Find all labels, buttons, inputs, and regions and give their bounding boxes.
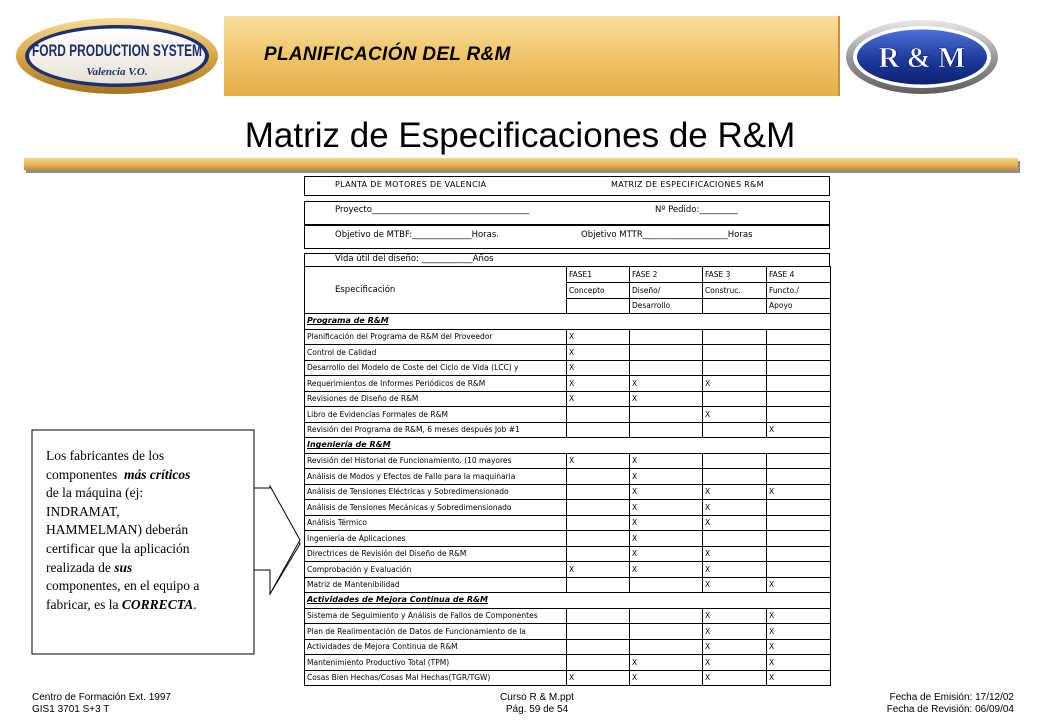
spec-column-label: Especificación: [305, 283, 567, 299]
phase-mark-3: [703, 469, 767, 485]
note-text: [46, 447, 242, 614]
table-row: [305, 407, 831, 423]
phase-name-1: Concepto: [567, 283, 630, 299]
phase-mark-2: X: [630, 469, 703, 485]
header-banner: [224, 16, 840, 96]
phase-mark-4: [767, 469, 831, 485]
spec-item-name: Comprobación y Evaluación: [305, 562, 567, 578]
phase-mark-2: X: [630, 484, 703, 500]
title-underline-bar: [24, 158, 1018, 170]
table-row: [305, 500, 831, 516]
footer-file-name: Curso R & M.ppt: [500, 692, 574, 703]
phase-mark-4: [767, 391, 831, 407]
phase-subname-3: [703, 298, 767, 314]
phase-mark-4: X: [767, 422, 831, 438]
note-emphasis: más críticos: [123, 466, 191, 482]
footer-revision-date: Fecha de Revisión: 06/09/04: [886, 704, 1014, 715]
footer-issue-date: Fecha de Emisión: 17/12/02: [889, 692, 1014, 703]
phase-mark-1: [567, 500, 630, 516]
phase-mark-3: X: [703, 500, 767, 516]
plant-name: PLANTA DE MOTORES DE VALENCIA: [335, 180, 487, 189]
note-emphasis: CORRECTA: [121, 596, 194, 612]
spec-header-cell: [305, 267, 567, 283]
phase-subname-1: [567, 298, 630, 314]
ford-logo-text: FORD PRODUCTION SYSTEM: [32, 41, 202, 60]
table-row: [305, 531, 831, 547]
phase-mark-1: [567, 546, 630, 562]
note-line: certificar que la aplicación: [46, 540, 190, 556]
spec-item-name: Control de Calidad: [305, 345, 567, 361]
phase-mark-3: X: [703, 655, 767, 671]
phase-mark-4: X: [767, 608, 831, 624]
phase-mark-2: [630, 639, 703, 655]
spec-item-name: Mantenimiento Productivo Total (TPM): [305, 655, 567, 671]
table-row: [305, 670, 831, 686]
phase-mark-1: [567, 639, 630, 655]
phase-mark-2: X: [630, 531, 703, 547]
note-line: Los fabricantes de los: [46, 448, 165, 463]
spec-item-name: Análisis de Tensiones Mecánicas y Sobredimensionado: [305, 500, 567, 516]
phase-mark-3: [703, 453, 767, 469]
phase-mark-4: X: [767, 624, 831, 640]
phase-mark-1: X: [567, 453, 630, 469]
spec-item-name: Cosas Bien Hechas/Cosas Mal Hechas(TGR/TGW): [305, 670, 567, 686]
phase-name-row-2: [305, 298, 831, 314]
spec-item-name: Directrices de Revisión del Diseño de R&M: [305, 546, 567, 562]
footer-right: [887, 692, 1014, 716]
banner-title: PLANIFICACIÓN DEL R&M: [264, 44, 511, 65]
phase-mark-3: [703, 422, 767, 438]
phase-mark-2: X: [630, 500, 703, 516]
phase-mark-2: [630, 608, 703, 624]
phase-mark-1: [567, 422, 630, 438]
table-row: [305, 484, 831, 500]
phase-mark-1: [567, 484, 630, 500]
phase-mark-1: [567, 407, 630, 423]
phase-mark-4: [767, 376, 831, 392]
project-box: [304, 201, 830, 225]
spec-item-name: Requerimientos de Informes Periódicos de R&M: [305, 376, 567, 392]
phase-mark-3: X: [703, 407, 767, 423]
phase-mark-4: [767, 500, 831, 516]
phase-mark-3: X: [703, 608, 767, 624]
spec-item-name: Análisis de Modos y Efectos de Fallo para la maquinaria: [305, 469, 567, 485]
table-row: [305, 515, 831, 531]
phase-mark-4: [767, 345, 831, 361]
phase-label-4: FASE 4: [767, 267, 831, 283]
table-row: [305, 376, 831, 392]
phase-mark-2: [630, 407, 703, 423]
phase-mark-4: [767, 360, 831, 376]
phase-mark-3: [703, 360, 767, 376]
phase-header-row: [305, 267, 831, 283]
phase-mark-2: X: [630, 562, 703, 578]
mttr-field: Objetivo MTTR____________________Horas: [581, 230, 753, 240]
phase-label-3: FASE 3: [703, 267, 767, 283]
phase-mark-2: X: [630, 515, 703, 531]
phase-mark-2: [630, 345, 703, 361]
phase-mark-3: X: [703, 562, 767, 578]
section-title: Ingeniería de R&M: [305, 438, 831, 454]
table-row: [305, 469, 831, 485]
table-row: [305, 577, 831, 593]
footer-center: [0, 692, 1040, 716]
phase-mark-3: X: [703, 624, 767, 640]
phase-mark-1: [567, 515, 630, 531]
footer-training-center: Centro de Formación Ext. 1997: [32, 692, 171, 703]
table-row: [305, 624, 831, 640]
phase-mark-1: [567, 531, 630, 547]
phase-mark-2: X: [630, 655, 703, 671]
spec-item-name: Libro de Evidencias Formales de R&M: [305, 407, 567, 423]
table-row: [305, 360, 831, 376]
table-row: [305, 655, 831, 671]
ford-logo-subtext: Valencia V.O.: [86, 66, 148, 78]
phase-mark-4: [767, 531, 831, 547]
note-line: INDRAMAT,: [46, 503, 120, 519]
phase-mark-1: X: [567, 329, 630, 345]
phase-label-2: FASE 2: [630, 267, 703, 283]
ford-production-system-logo: [14, 16, 220, 96]
phase-mark-1: X: [567, 391, 630, 407]
phase-name-2: Diseño/: [630, 283, 703, 299]
phase-mark-3: X: [703, 670, 767, 686]
life-box: [304, 253, 830, 266]
phase-mark-3: [703, 391, 767, 407]
page-title: Matriz de Especificaciones de R&M: [244, 116, 796, 155]
phase-mark-1: X: [567, 562, 630, 578]
phase-mark-4: [767, 407, 831, 423]
form-header-box: [304, 176, 830, 196]
section-row: [305, 314, 831, 330]
note-line: componentes más críticos: [46, 466, 191, 482]
spec-item-name: Sistema de Seguimiento y Análisis de Fallos de Componentes: [305, 608, 567, 624]
phase-mark-3: [703, 345, 767, 361]
table-row: [305, 422, 831, 438]
footer-page-number: Pág. 59 de 54: [505, 704, 569, 715]
section-title: Programa de R&M: [305, 314, 831, 330]
phase-name-4: Functo./: [767, 283, 831, 299]
mtbf-field: Objetivo de MTBF:______________Horas.: [335, 230, 500, 240]
note-line: realizada de sus: [46, 559, 133, 575]
spec-item-name: Ingeniería de Aplicaciones: [305, 531, 567, 547]
spec-item-name: Análisis de Tensiones Eléctricas y Sobredimensionado: [305, 484, 567, 500]
phase-mark-1: X: [567, 360, 630, 376]
spec-item-name: Matriz de Mantenibilidad: [305, 577, 567, 593]
table-row: [305, 562, 831, 578]
phase-mark-3: X: [703, 376, 767, 392]
phase-mark-2: X: [630, 376, 703, 392]
phase-name-3: Construc.: [703, 283, 767, 299]
spec-item-name: Revisiones de Diseño de R&M: [305, 391, 567, 407]
spec-matrix-table: [304, 266, 831, 686]
design-life-field: Vida útil del diseño: ____________Años: [335, 254, 494, 264]
phase-mark-4: X: [767, 639, 831, 655]
phase-mark-4: X: [767, 670, 831, 686]
spec-item-name: Actividades de Mejora Continua de R&M: [305, 639, 567, 655]
phase-mark-3: X: [703, 515, 767, 531]
section-row: [305, 593, 831, 609]
callout-arrow: [254, 486, 314, 596]
phase-mark-2: [630, 360, 703, 376]
project-field: Proyecto_____________________________________: [335, 205, 530, 215]
phase-mark-1: [567, 655, 630, 671]
phase-mark-4: [767, 453, 831, 469]
phase-mark-2: [630, 422, 703, 438]
table-row: [305, 608, 831, 624]
note-line: de la máquina (ej:: [46, 485, 144, 501]
phase-mark-2: [630, 624, 703, 640]
phase-mark-2: [630, 577, 703, 593]
phase-mark-1: [567, 469, 630, 485]
spec-item-name: Desarrollo del Modelo de Coste del Ciclo de Vida (LCC) y: [305, 360, 567, 376]
footer-code: GIS1 3701 S+3 T: [32, 704, 110, 715]
phase-mark-4: X: [767, 655, 831, 671]
phase-mark-1: [567, 608, 630, 624]
spec-item-name: Análisis Térmico: [305, 515, 567, 531]
note-emphasis: sus: [114, 559, 133, 575]
phase-name-row: [305, 283, 831, 299]
phase-mark-2: X: [630, 391, 703, 407]
rm-logo-text: R & M: [878, 42, 966, 74]
phase-mark-4: X: [767, 484, 831, 500]
table-row: [305, 546, 831, 562]
phase-mark-4: X: [767, 577, 831, 593]
phase-mark-3: X: [703, 546, 767, 562]
order-number-field: Nº Pedido:_________: [655, 205, 738, 215]
phase-mark-3: [703, 329, 767, 345]
phase-mark-4: [767, 515, 831, 531]
phase-mark-4: [767, 562, 831, 578]
note-line: HAMMELMAN) deberán: [46, 522, 189, 538]
rm-logo: [844, 18, 1000, 96]
spec-header-blank: [305, 298, 567, 314]
phase-mark-1: [567, 577, 630, 593]
phase-mark-2: X: [630, 546, 703, 562]
phase-mark-3: [703, 531, 767, 547]
spec-item-name: Revisión del Programa de R&M, 6 meses después Job #1: [305, 422, 567, 438]
table-row: [305, 345, 831, 361]
phase-mark-1: X: [567, 670, 630, 686]
phase-mark-3: X: [703, 484, 767, 500]
note-line: componentes, en el equipo a: [46, 578, 200, 594]
note-line: fabricar, es la CORRECTA.: [46, 596, 197, 612]
table-row: [305, 639, 831, 655]
table-row: [305, 329, 831, 345]
spec-item-name: Revisión del Historial de Funcionamiento. (10 mayores: [305, 453, 567, 469]
matrix-name: MATRIZ DE ESPECIFICACIONES R&M: [611, 180, 764, 189]
phase-mark-2: X: [630, 670, 703, 686]
section-title: Actividades de Mejora Continua de R&M: [305, 593, 831, 609]
phase-mark-1: [567, 624, 630, 640]
phase-subname-4: Apoyo: [767, 298, 831, 314]
phase-mark-4: [767, 546, 831, 562]
table-row: [305, 453, 831, 469]
spec-item-name: Planificación del Programa de R&M del Proveedor: [305, 329, 567, 345]
phase-mark-3: X: [703, 577, 767, 593]
spec-item-name: Plan de Realimentación de Datos de Funcionamiento de la: [305, 624, 567, 640]
section-row: [305, 438, 831, 454]
phase-mark-2: [630, 329, 703, 345]
table-row: [305, 391, 831, 407]
phase-mark-1: X: [567, 345, 630, 361]
phase-mark-2: X: [630, 453, 703, 469]
phase-label-1: FASE1: [567, 267, 630, 283]
phase-subname-2: Desarrollo: [630, 298, 703, 314]
phase-mark-1: X: [567, 376, 630, 392]
phase-mark-4: [767, 329, 831, 345]
phase-mark-3: X: [703, 639, 767, 655]
objectives-box: [304, 225, 830, 249]
